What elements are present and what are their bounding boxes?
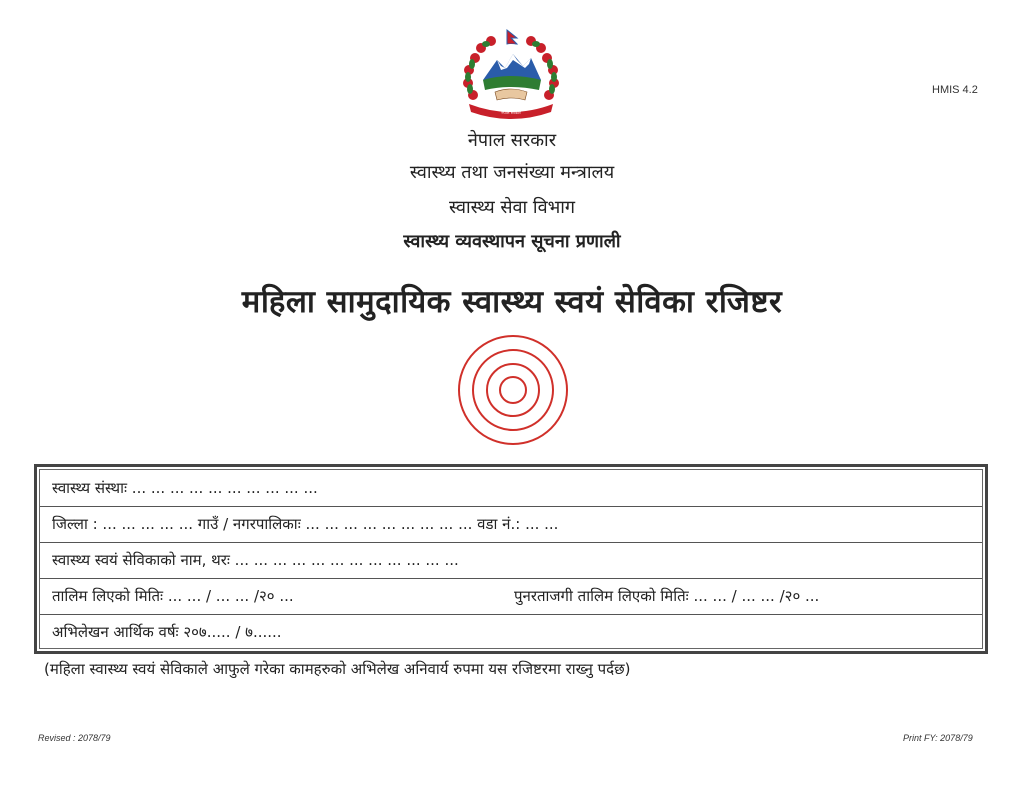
refresher-date-field: पुनरताजगी तालिम लिएको मितिः ... ... / ... ... /२० ... [514, 587, 820, 605]
department-name: स्वास्थ्य सेवा विभाग [448, 197, 576, 218]
print-fy-label: Print FY: 2078/79 [903, 733, 973, 743]
district-field: जिल्ला : ... ... ... ... ... गाउँ / नगरपालिकाः ... ... ... ... ... ... ... ... ... वडा नं.: ... ... [52, 515, 559, 533]
register-info-box [34, 464, 988, 654]
row-volunteer-name [40, 542, 982, 579]
system-name: स्वास्थ्य व्यवस्थापन सूचना प्रणाली [403, 231, 621, 252]
row-training-dates [40, 578, 982, 615]
register-info-inner [39, 469, 983, 649]
revised-label: Revised : 2078/79 [38, 733, 111, 743]
register-title: महिला सामुदायिक स्वास्थ्य स्वयं सेविका रजिष्टर [241, 284, 783, 320]
register-note: (महिला स्वास्थ्य स्वयं सेविकाले आफुले गरेका कामहरुको अभिलेख अनिवार्य रुपमा यस रजिष्टरमा राख्नु पर्दछ) [44, 660, 631, 678]
health-facility-field: स्वास्थ्य संस्थाः ... ... ... ... ... ... ... ... ... ... [52, 479, 318, 497]
volunteer-name-field: स्वास्थ्य स्वयं सेविकाको नाम, थरः ... ... ... ... ... ... ... ... ... ... ... ... [52, 551, 459, 569]
fiscal-year-field: अभिलेखन आर्थिक वर्षः २०७..... / ७...... [52, 623, 282, 641]
training-date-field: तालिम लिएको मितिः ... ... / ... ... /२० ... [52, 587, 294, 605]
government-name: नेपाल सरकार [467, 130, 557, 151]
svg-text:नेपाल सरकार: नेपाल सरकार [501, 110, 521, 115]
row-health-facility [40, 470, 982, 507]
ministry-name: स्वास्थ्य तथा जनसंख्या मन्त्रालय [409, 162, 615, 183]
concentric-rings-icon [456, 333, 570, 447]
nepal-emblem-icon [455, 28, 567, 124]
row-district [40, 506, 982, 543]
form-code: HMIS 4.2 [932, 84, 978, 96]
row-fiscal-year [40, 614, 982, 650]
